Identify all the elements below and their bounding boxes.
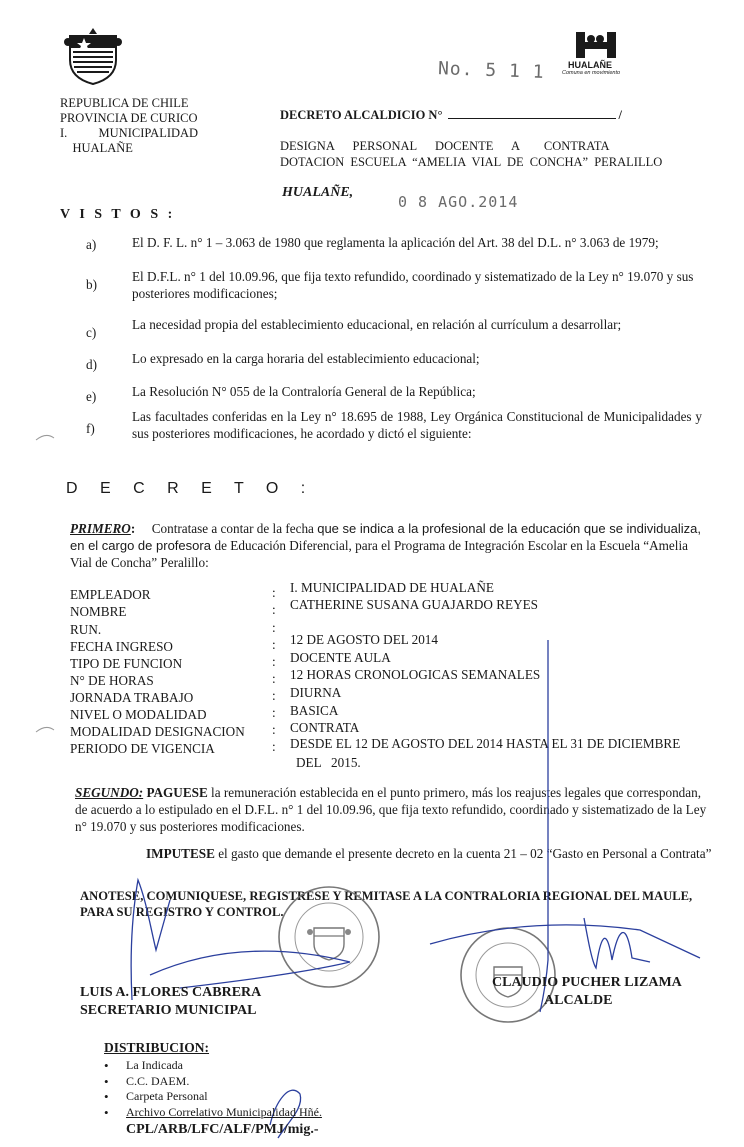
distribucion-list	[104, 1058, 322, 1120]
decreto-title: D E C R E T O :	[66, 480, 315, 497]
field-colon: :	[272, 688, 276, 703]
vistos-text: El D.F.L. n° 1 del 10.09.96, que fija texto refundido, coordinado y sistematizado de la Ley n° 19.070 y sus posteriores modificaciones;	[132, 269, 694, 301]
field-colon: :	[272, 637, 276, 652]
field-colon: :	[272, 705, 276, 720]
vistos-text: La necesidad propia del establecimiento educacional, en relación al currículum a desarrollar;	[132, 317, 622, 332]
field-colon: :	[272, 585, 276, 600]
list-item: • Carpeta Personal	[104, 1089, 322, 1105]
vistos-text: El D. F. L. n° 1 – 3.063 de 1980 que reglamenta la aplicación del Art. 38 del D.L. n° 3.063 de 1979;	[132, 235, 659, 250]
decreto-label: DECRETO ALCALDICIO N°	[280, 108, 443, 122]
segundo-bold-word: PAGUESE	[146, 785, 208, 800]
field-colon: :	[272, 620, 276, 635]
field-value: BASICA	[290, 703, 339, 718]
municipal-seal-icon	[276, 884, 382, 990]
field-label: TIPO DE FUNCION	[70, 656, 183, 671]
primero-text: Contratase a contar de la fecha	[151, 521, 318, 536]
field-colon: :	[272, 671, 276, 686]
vistos-text: Lo expresado en la carga horaria del establecimiento educacional;	[132, 351, 480, 366]
imputese-bold-word: IMPUTESE	[146, 846, 215, 861]
field-value: DIURNA	[290, 685, 342, 700]
decreto-number-line	[280, 108, 622, 123]
chile-crest-icon	[64, 26, 122, 86]
primero-paragraph	[70, 520, 706, 571]
field-label: EMPLEADOR	[70, 587, 151, 602]
field-label: NIVEL O MODALIDAD	[70, 707, 207, 722]
primero-label: PRIMERO	[70, 521, 131, 536]
field-value: CATHERINE SUSANA GUAJARDO REYES	[290, 597, 539, 612]
field-value: I. MUNICIPALIDAD DE HUALAÑE	[290, 580, 494, 595]
vistos-letter: c)	[86, 325, 97, 340]
designa-line: DESIGNA PERSONAL DOCENTE A CONTRATA	[280, 139, 610, 153]
vistos-letter: b)	[86, 277, 97, 292]
field-label: PERIODO DE VIGENCIA	[70, 741, 215, 756]
primero-text: de Educación Diferencial, para el Programa de Integración Escolar en la Escuela “Amelia Vial de Concha” Peralillo:	[70, 538, 688, 570]
primero-text: que se indica a la profesional de la educación que se individualiza, en el cargo de profesora	[70, 521, 701, 553]
field-value: 12 HORAS CRONOLOGICAS SEMANALES	[290, 667, 541, 682]
vistos-title: V I S T O S :	[60, 207, 176, 222]
vistos-letter: a)	[86, 237, 97, 252]
field-colon: :	[272, 739, 276, 754]
vistos-letter: f)	[86, 421, 95, 436]
republic-line: PROVINCIA DE CURICO	[60, 111, 198, 125]
republic-line: HUALAÑE	[60, 141, 133, 155]
stamp-number: No. 5 1 1	[437, 58, 545, 83]
primero-colon: :	[130, 521, 136, 536]
republic-line: REPUBLICA DE CHILE	[60, 96, 189, 110]
city-label: HUALAÑE,	[282, 185, 354, 200]
segundo-label: SEGUNDO:	[75, 785, 144, 800]
vistos-letter: d)	[86, 357, 97, 372]
vigencia-continuation: DEL 2015.	[296, 755, 361, 770]
imputese-paragraph	[76, 844, 716, 863]
field-colon: :	[272, 654, 276, 669]
list-item: • La Indicada	[104, 1058, 322, 1074]
signature-right	[492, 974, 682, 1010]
vistos-text: La Resolución N° 055 de la Contraloría General de la República;	[132, 384, 476, 399]
decreto-number-blank	[448, 118, 616, 119]
signer-title: ALCALDE	[544, 993, 613, 1008]
initials-line: CPL/ARB/LFC/ALF/PMJ/mig.-	[126, 1122, 319, 1137]
designa-line: DOTACION ESCUELA “AMELIA VIAL DE CONCHA” PERALILLO	[280, 155, 663, 169]
field-value: CONTRATA	[290, 720, 360, 735]
stamp-date: 0 8 AGO.2014	[398, 193, 519, 211]
field-value: DESDE EL 12 DE AGOSTO DEL 2014 HASTA EL 31 DE DICIEMBRE	[290, 736, 681, 751]
list-item: • C.C. DAEM.	[104, 1074, 322, 1090]
imputese-text: el gasto que demande el presente decreto en la cuenta 21 – 02 “Gasto en Personal a Contrata”	[214, 846, 712, 861]
segundo-text: la remuneración establecida en el punto primero, más los reajustes legales que correspondan, de acuerdo a lo estipulado en el D.F.L. n° 1 del 10.09.96, que fija texto refundido, coordinado y sistematizado de la Ley n° 19.070 y sus posteriores modificaciones.	[75, 785, 707, 834]
field-label: JORNADA TRABAJO	[70, 690, 194, 705]
field-value: DOCENTE AULA	[290, 650, 391, 665]
signer-title: SECRETARIO MUNICIPAL	[80, 1003, 257, 1018]
republic-line: I. MUNICIPALIDAD	[60, 126, 199, 140]
signer-name: CLAUDIO PUCHER LIZAMA	[492, 975, 682, 990]
vistos-letter: e)	[86, 389, 97, 404]
segundo-paragraph	[75, 784, 711, 835]
list-item: • Archivo Correlativo Municipalidad Hñé.	[104, 1105, 322, 1121]
signature-left	[80, 984, 261, 1020]
field-colon: :	[272, 722, 276, 737]
signer-name: LUIS A. FLORES CABRERA	[80, 985, 262, 1000]
designa-block	[280, 138, 662, 170]
vistos-text: Las facultades conferidas en la Ley n° 18.695 de 1988, Ley Orgánica Constitucional de Municipalidades y sus posteriores modificaciones, he acordado y dictó el siguiente:	[132, 409, 702, 441]
anotese-paragraph: ANOTESE, COMUNIQUESE, REGISTRESE Y REMITASE A LA CONTRALORIA REGIONAL DEL MAULE, PARA SU REGISTRO Y CONTROL.	[80, 889, 693, 919]
field-label: NOMBRE	[70, 604, 127, 619]
field-label: RUN.	[70, 622, 102, 637]
logo-name: HUALAÑE	[568, 60, 612, 70]
decreto-suffix: /	[618, 108, 622, 122]
distribucion-title: DISTRIBUCION:	[104, 1040, 210, 1055]
field-label: FECHA INGRESO	[70, 639, 173, 654]
field-label: N° DE HORAS	[70, 673, 154, 688]
field-label: MODALIDAD DESIGNACION	[70, 724, 245, 739]
logo-tagline: Comuna en movimiento	[562, 70, 621, 76]
republic-block	[60, 96, 198, 156]
field-value: 12 DE AGOSTO DEL 2014	[290, 632, 438, 647]
field-colon: :	[272, 602, 276, 617]
